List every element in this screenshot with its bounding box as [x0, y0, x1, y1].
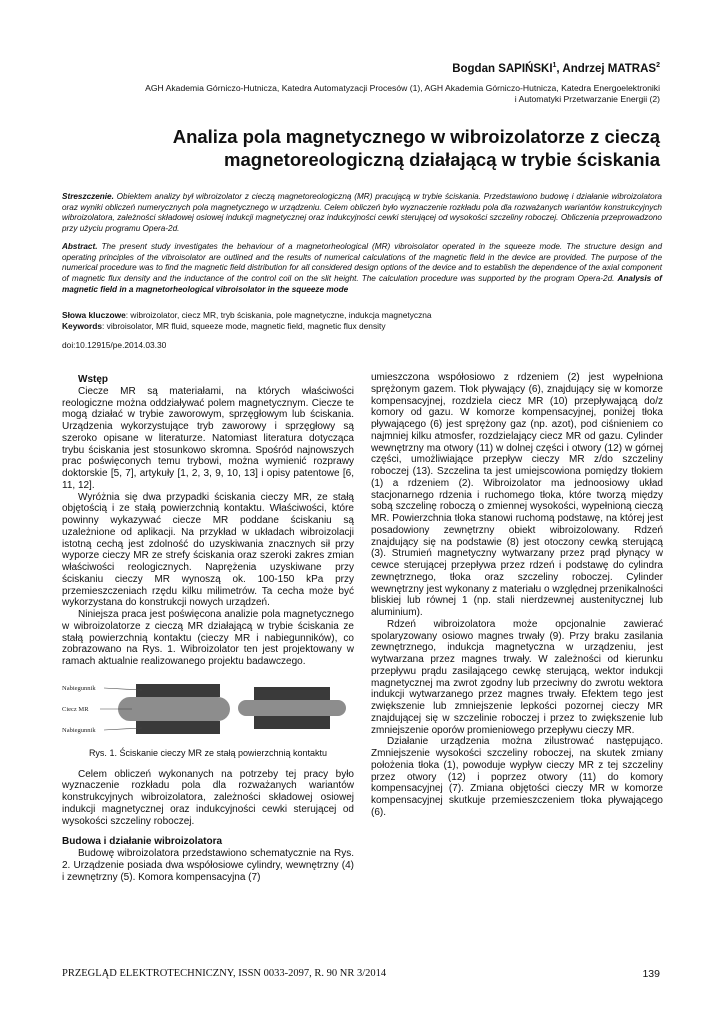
- paragraph: Budowę wibroizolatora przedstawiono schematycznie na Rys. 2. Urządzenie posiada dwa współosiowe cylindry, wewnętrzny (4) i zewnętrzny (5). Komora kompensacyjna (7): [62, 848, 354, 883]
- fig-label-mid: Ciecz MR: [62, 705, 89, 713]
- affiliation-line-1: AGH Akademia Górniczo-Hutnicza, Katedra Automatyzacji Procesów (1), AGH Akademia Górniczo-Hutnicza, Katedra Energoelektroniki: [145, 83, 660, 93]
- english-title: Analysis of magnetic field in a magnetorheological vibroisolator in the squeeze mode: [62, 274, 663, 294]
- right-column: [371, 372, 663, 819]
- fig-label-top: Nabiegunnik: [62, 684, 96, 692]
- keywords-block: [62, 310, 662, 332]
- keywords-english-text: : vibroisolator, MR fluid, squeeze mode, magnetic field, magnetic flux density: [102, 321, 386, 331]
- abstract-english-text: The present study investigates the behaviour of a magnetorheological (MR) vibroisolator operated in the squeeze mode. The structure design and operating principles of the vibroisolator are outlined and the results of numerical calculations of the magnetic field in the device are provided. The purpose of the numerical procedure was to find the magnetic field distribution for all considered design options of the device and to establish the dependence of the axial component of magnetic flux density and the inductance of the control coil on the slit height. The calculation procedure was supported by the program Opera-2d.: [62, 242, 662, 284]
- abstract-english-label: Abstract.: [62, 242, 98, 251]
- section-heading-intro: Wstęp: [78, 374, 108, 385]
- figure-1: [62, 680, 354, 744]
- figure-1-caption: Rys. 1. Ściskanie cieczy MR ze stałą powierzchnią kontaktu: [88, 747, 328, 758]
- page-number: 139: [642, 968, 660, 980]
- figure-1-drawing: [62, 680, 354, 744]
- paragraph: Wyróżnia się dwa przypadki ściskania cieczy MR, ze stałą objętością i ze stałą powierzchnią kontaktu. Właściwości, które powinny wykazywać ciecze MR poddane ściskaniu są uzależnione od aplikacji. Na przykład w układach wibroizolacji istotną cechą jest zdolność do uzyskiwania znacznych sił przy wyporze cieczy MR ze strefy ściskania oraz szeroki zakres zmian właściwości reologicznych. Naprężenia uzyskiwane przy ściskaniu cieczy MR wynoszą ok. 100-150 kPa przy przemieszczeniach rzędu kilku milimetrów. Ta cecha może być wykorzystana do konstrukcji nowych urządzeń.: [62, 491, 354, 609]
- doi: doi:10.12915/pe.2014.03.30: [62, 340, 167, 350]
- author-1-affil-mark: 1: [552, 62, 557, 69]
- keywords-english: [62, 321, 662, 332]
- section-heading-design: Budowa i działanie wibroizolatora: [62, 836, 223, 848]
- affiliations: [40, 83, 660, 105]
- pole-piece-top-right: [254, 687, 330, 700]
- mr-fluid-right: [238, 700, 346, 716]
- keywords-polish: [62, 310, 662, 321]
- abstract-english: [62, 242, 662, 296]
- paragraph: Działanie urządzenia można zilustrować następująco. Zmniejszenie wysokości szczeliny roboczej, na skutek zmiany położenia tłoka (1), powoduje wypływ cieczy MR z tej szczeliny przez otwory (12) i poprzez otwory (11) do komory kompensacyjnej (7). Zmiana objętości cieczy MR w komorze kompensacyjnej skutkuje przemieszczeniem tłoka pływającego (6).: [371, 736, 663, 818]
- title-line-2: magnetoreologiczną działającą w trybie ściskania: [224, 149, 660, 170]
- paragraph: Rdzeń wibroizolatora może opcjonalnie zawierać spolaryzowany osiowo magnes trwały (9). Przy braku zasilania zewnętrznego, indukcja magnetyczna w urządzeniu, jest wytwarzana przez magnes trwały. W zależności od kierunku przepływu prądu zasilającego cewkę sterującą, wektor indukcji magnetycznej ma zwrot zgodny lub przeciwny do zwrotu wektora indukcji wytwarzanego przez magnes trwały. Efektem tego jest zwiększenie lub zmniejszenie lepkości pozornej cieczy MR znajdującej się w szczelinie roboczej i przez to zwiększenie lub zmniejszenie oporów promieniowego przepływu cieczy MR.: [371, 618, 663, 736]
- keywords-english-label: Keywords: [62, 321, 103, 331]
- author-separator: ,: [556, 62, 563, 75]
- abstract-polish-label: Streszczenie.: [62, 192, 114, 201]
- mr-fluid-left: [118, 697, 230, 721]
- author-2-affil-mark: 2: [656, 62, 660, 69]
- affiliation-line-2: i Automatyki Przetwarzanie Energii (2): [514, 94, 660, 104]
- paragraph: Celem obliczeń wykonanych na potrzeby tej pracy było wyznaczenie rozkładu pola dla rozważanych wariantów konstrukcyjnych wibroizolatora, zależności składowej osiowej indukcji magnetycznej oraz indukcyjności cewki sterującej od wysokości szczeliny roboczej.: [62, 768, 354, 827]
- abstract-polish-text: Obiektem analizy był wibroizolator z cieczą magnetoreologiczną (MR) pracującą w trybie ściskania. Przedstawiono budowę i działanie wibroizolatora oraz wyniki obliczeń numerycznych pola magnetycznego w urządzeniu. Celem obliczeń było wyznaczenie rozkładu pola dla rozważanych wariantów konstrukcyjnych wibroizolatora, zależności składowej osiowej indukcji magnetycznej oraz indukcyjności cewki sterującej od wysokości szczeliny roboczej. Obliczenia przeprowadzono przy użyciu programu Opera-2d.: [62, 192, 662, 234]
- pole-piece-bottom-left: [136, 721, 220, 734]
- fig-label-bottom: Nabiegunnik: [62, 726, 96, 734]
- authors: [452, 62, 660, 75]
- pole-piece-top-left: [136, 684, 220, 697]
- left-column: [62, 374, 354, 883]
- journal-footer: PRZEGLĄD ELEKTROTECHNICZNY, ISSN 0033-2097, R. 90 NR 3/2014: [62, 968, 387, 979]
- paragraph: Ciecze MR są materiałami, na których właściwości reologiczne można oddziaływać polem magnetycznym. Ciecze te mogą działać w trybie zaworowym, sprzęgłowym lub ściskania. Urządzenia wykorzystujące tryb zaworowy i sprzęgłowy są szeroko opisane w literaturze. Natomiast literatura dotycząca trybu ściskania jest stosunkowo skromna. Spośród najnowszych prac poświęconych temu trybowi, można wymienić rozprawy doktorskie [5, 7], artykuły [1, 2, 3, 9, 10, 13] i opisy patentowe [6, 11, 12].: [62, 385, 354, 491]
- paragraph: umieszczona współosiowo z rdzeniem (2) jest wypełniona sprężonym gazem. Tłok pływający (6), znajdujący się w komorze kompensacyjnej, rozdziela ciecz MR (10) przepływającą do/z komory od gazu. W komorze kompensacyjnej, poniżej tłoka pływającego (6) jest sprężony gaz (np. azot), pod ciśnieniem co najmniej kilku atmosfer, rozdzielający ciecz MR od gazu. Cylinder wewnętrzny ma otwory (11) w dolnej części i otwory (12) w górnej części, umożliwiające przepływ cieczy MR z/do szczeliny roboczej (13). Szczelina ta jest umiejscowiona pomiędzy tłokiem (1) a rdzeniem (2). Wibroizolator ma jednoosiowy układ stacjonarnego rdzenia i ruchomego tłoka, które tworzą między sobą szczelinę roboczą o zmiennej wysokości, wypełnioną cieczą MR. Powierzchnia tłoka stanowi ruchomą podstawę, na której jest posadowiony zewnętrzny obiekt wibroizolowany. Rdzeń znajdujący się na podstawie (8) jest otoczony cewką sterującą (3). Strumień magnetyczny wytwarzany przez prąd płynący w cewce sterującej przepływa przez rdzeń i podstawę do cylindra zewnętrznego, tłoka oraz szczeliny roboczej. Cylinder wewnętrzny jest wykonany z materiału o względnej przenikalności bliskiej lub równej 1 (np. stali nierdzewnej austenitycznej lub aluminium).: [371, 372, 663, 618]
- keywords-polish-text: : wibroizolator, ciecz MR, tryb ściskania, pole magnetyczne, indukcja magnetyczna: [125, 310, 432, 320]
- keywords-polish-label: Słowa kluczowe: [62, 310, 126, 320]
- paragraph: Niniejsza praca jest poświęcona analizie pola magnetycznego w wibroizolatorze z cieczą MR działającą w trybie ściskania ze stałą powierzchnią kontaktu (cieczy MR i nabiegunników), co zobrazowano na Rys. 1. Wibroizolator ten jest projektowany w ramach aktualnie realizowanego projektu badawczego.: [62, 609, 354, 667]
- paper-title: [100, 125, 660, 171]
- author-2: Andrzej MATRAS: [562, 62, 657, 75]
- pole-piece-bottom-right: [254, 716, 330, 729]
- author-1: Bogdan SAPIŃSKI: [452, 62, 553, 75]
- title-line-1: Analiza pola magnetycznego w wibroizolatorze z cieczą: [172, 126, 660, 147]
- abstract-polish: [62, 192, 662, 235]
